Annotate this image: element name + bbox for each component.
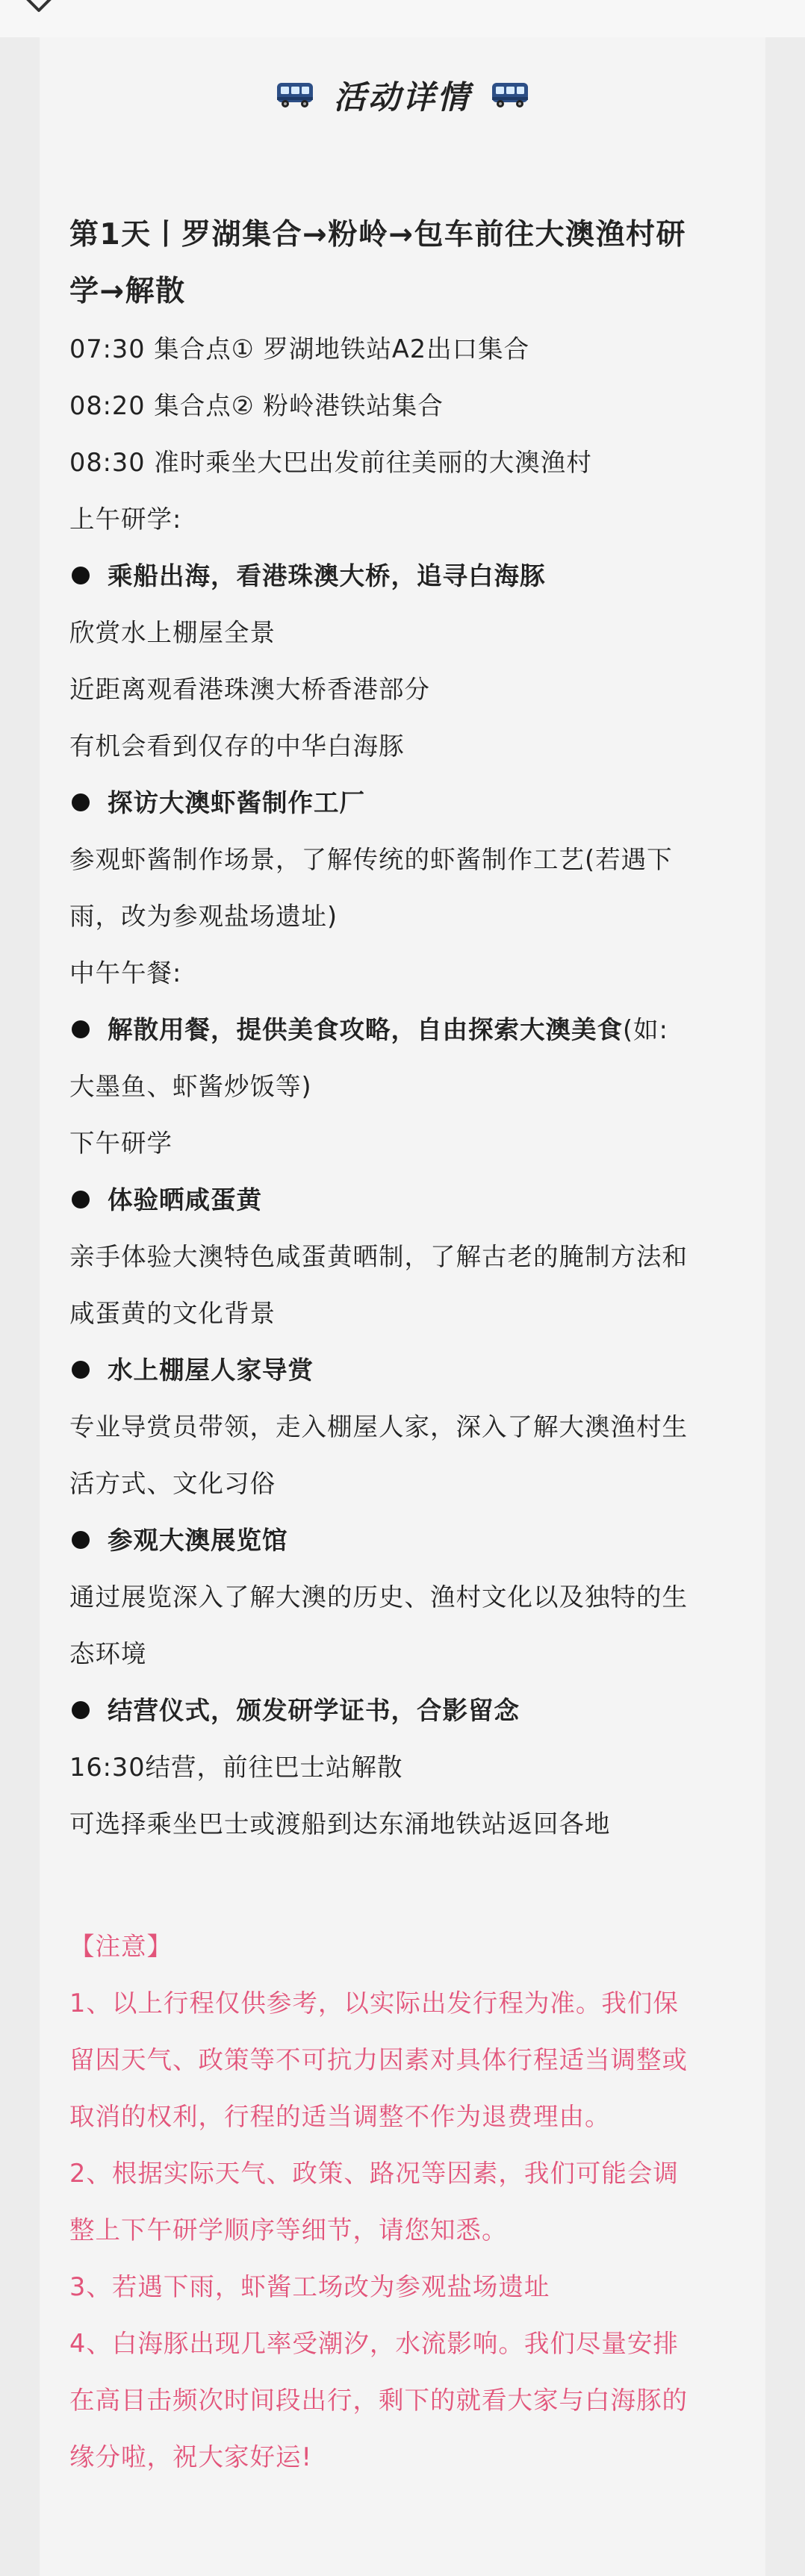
activity-detail: 活方式、文化习俗: [69, 1469, 276, 1498]
day-title-cont: 学→解散: [69, 275, 186, 308]
bullet-icon: [72, 1701, 90, 1719]
section-title: [0, 69, 805, 121]
activity-title: 结营仪式，颁发研学证书，合影留念: [108, 1696, 520, 1725]
activity-detail: 可选择乘坐巴士或渡船到达东涌地铁站返回各地: [69, 1809, 611, 1839]
top-bar: [0, 0, 805, 37]
activity-detail: 欣赏水上棚屋全景: [69, 618, 276, 647]
bus-icon: [491, 80, 529, 110]
bullet-icon: [72, 1020, 90, 1038]
bullet-icon: [72, 1361, 90, 1379]
bullet-icon: [72, 1191, 90, 1209]
bus-icon: [276, 80, 314, 110]
note-line: 在高目击频次时间段出行，剩下的就看大家与白海豚的: [69, 2386, 688, 2415]
activity-item-egg-yolk: [69, 1172, 742, 1229]
lunch-label: 中午午餐:: [69, 958, 182, 988]
activity-detail: 专业导赏员带领，走入棚屋人家，深入了解大澳渔村生: [69, 1412, 688, 1441]
meeting-point-1: 07:30 集合点① 罗湖地铁站A2出口集合: [69, 334, 530, 364]
note-line: 取消的权利，行程的适当调整不作为退费理由。: [69, 2102, 611, 2131]
activity-detail: 有机会看到仅存的中华白海豚: [69, 732, 405, 761]
activity-title: 参观大澳展览馆: [108, 1526, 288, 1555]
activity-item-stilt-houses: [69, 1342, 742, 1399]
activity-detail: 咸蛋黄的文化背景: [69, 1299, 276, 1328]
activity-item-boat: [69, 548, 742, 605]
page-title: 活动详情: [334, 78, 471, 116]
bullet-icon: [72, 793, 90, 811]
activity-detail: 大墨鱼、虾酱炒饭等): [69, 1072, 312, 1101]
note-line: 1、以上行程仅供参考，以实际出发行程为准。我们保: [69, 1989, 679, 2018]
notes-heading: 【注意】: [69, 1932, 172, 1961]
meeting-point-2: 08:20 集合点② 粉岭港铁站集合: [69, 391, 444, 420]
activity-title: 解散用餐，提供美食攻略，自由探索大澳美食: [108, 1015, 623, 1044]
activity-item-shrimp-paste: [69, 775, 742, 832]
activity-detail: 16:30结营，前往巴士站解散: [69, 1753, 403, 1782]
activity-detail: 态环境: [69, 1639, 147, 1668]
note-line: 留因天气、政策等不可抗力因素对具体行程适当调整或: [69, 2045, 688, 2074]
activity-detail: 亲手体验大澳特色咸蛋黄晒制，了解古老的腌制方法和: [69, 1242, 688, 1271]
note-line: 缘分啦，祝大家好运!: [69, 2442, 312, 2471]
afternoon-label: 下午研学: [69, 1129, 172, 1158]
activity-item-museum: [69, 1512, 742, 1569]
activity-detail: 参观虾酱制作场景，了解传统的虾酱制作工艺(若遇下: [69, 845, 673, 874]
day-title: 第1天丨罗湖集合→粉岭→包车前往大澳渔村研: [69, 218, 686, 252]
activity-detail: 通过展览深入了解大澳的历史、渔村文化以及独特的生: [69, 1582, 688, 1612]
activity-title: 体验晒咸蛋黄: [108, 1185, 262, 1214]
activity-detail: 近距离观看港珠澳大桥香港部分: [69, 675, 430, 704]
note-line: 整上下午研学顺序等细节，请您知悉。: [69, 2215, 508, 2245]
activity-title: 水上棚屋人家导赏: [108, 1356, 314, 1385]
activity-item-lunch: [69, 1002, 742, 1058]
departure-info: 08:30 准时乘坐大巴出发前往美丽的大澳渔村: [69, 448, 592, 477]
note-line: 4、白海豚出现几率受潮汐，水流影响。我们尽量安排: [69, 2329, 679, 2358]
activity-title-note: (如:: [623, 1015, 668, 1044]
note-line: 3、若遇下雨，虾酱工场改为参观盐场遗址: [69, 2272, 550, 2301]
chevron-up-icon[interactable]: [21, 0, 57, 15]
activity-detail: 雨，改为参观盐场遗址): [69, 902, 338, 931]
morning-label: 上午研学:: [69, 505, 182, 534]
bullet-icon: [72, 567, 90, 584]
activity-title: 乘船出海，看港珠澳大桥，追寻白海豚: [108, 561, 546, 590]
bullet-icon: [72, 1531, 90, 1549]
note-line: 2、根据实际天气、政策、路况等因素，我们可能会调: [69, 2159, 679, 2188]
activity-title: 探访大澳虾酱制作工厂: [108, 788, 365, 817]
activity-item-closing: [69, 1682, 742, 1739]
